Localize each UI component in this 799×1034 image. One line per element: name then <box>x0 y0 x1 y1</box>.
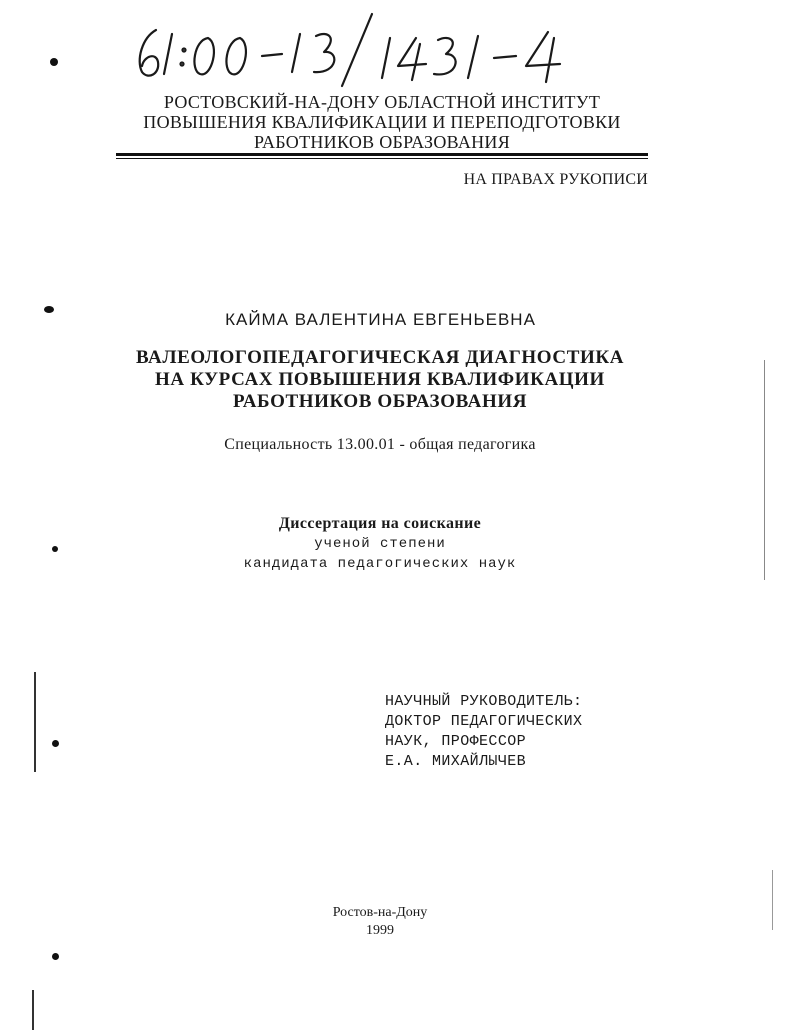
punch-hole-mark <box>52 953 59 960</box>
institute-line-2: ПОВЫШЕНИЯ КВАЛИФИКАЦИИ И ПЕРЕПОДГОТОВКИ <box>143 112 621 132</box>
degree-line-2: ученой степени <box>314 536 446 552</box>
institute-header <box>100 92 664 152</box>
city: Ростов-на-Дону <box>332 905 428 920</box>
header-divider-thin <box>116 158 648 159</box>
handwritten-catalog-number-image <box>128 8 598 88</box>
punch-hole-mark <box>44 306 54 313</box>
punch-hole-mark <box>52 546 58 552</box>
author-name <box>0 310 799 330</box>
specialty: Специальность 13.00.01 - общая педагогика <box>224 436 536 453</box>
supervisor-line-3: НАУК, ПРОФЕССОР <box>385 733 527 750</box>
title-line-2: НА КУРСАХ ПОВЫШЕНИЯ КВАЛИФИКАЦИИ <box>155 369 605 390</box>
supervisor-line-2: ДОКТОР ПЕДАГОГИЧЕСКИХ <box>385 713 583 730</box>
dissertation-title <box>100 347 660 413</box>
manuscript-note: НА ПРАВАХ РУКОПИСИ <box>463 171 648 188</box>
punch-hole-mark <box>50 58 58 66</box>
institute-line-3: РАБОТНИКОВ ОБРАЗОВАНИЯ <box>253 132 511 152</box>
title-line-1: ВАЛЕОЛОГОПЕДАГОГИЧЕСКАЯ ДИАГНОСТИКА <box>135 347 625 368</box>
scan-edge-line <box>32 990 34 1030</box>
place-and-year <box>280 904 480 940</box>
punch-hole-mark <box>52 740 59 747</box>
scientific-supervisor <box>385 692 715 772</box>
degree-line-3: кандидата педагогических наук <box>243 556 517 572</box>
scan-edge-line <box>34 672 36 772</box>
title-line-3: РАБОТНИКОВ ОБРАЗОВАНИЯ <box>232 391 528 412</box>
handwritten-catalog-number <box>128 8 598 88</box>
supervisor-line-1: НАУЧНЫЙ РУКОВОДИТЕЛЬ: <box>385 693 583 710</box>
institute-line-1: РОСТОВСКИЙ-НА-ДОНУ ОБЛАСТНОЙ ИНСТИТУТ <box>163 92 601 112</box>
author-name-text: КАЙМА ВАЛЕНТИНА ЕВГЕНЬЕВНА <box>225 310 536 329</box>
year: 1999 <box>366 923 394 938</box>
scan-edge-line <box>772 870 773 930</box>
scan-edge-line <box>764 360 765 580</box>
degree-line-1: Диссертация на соискание <box>278 515 482 532</box>
header-divider-thick <box>116 153 648 156</box>
supervisor-line-4: Е.А. МИХАЙЛЫЧЕВ <box>385 753 527 770</box>
degree-statement <box>180 514 580 574</box>
